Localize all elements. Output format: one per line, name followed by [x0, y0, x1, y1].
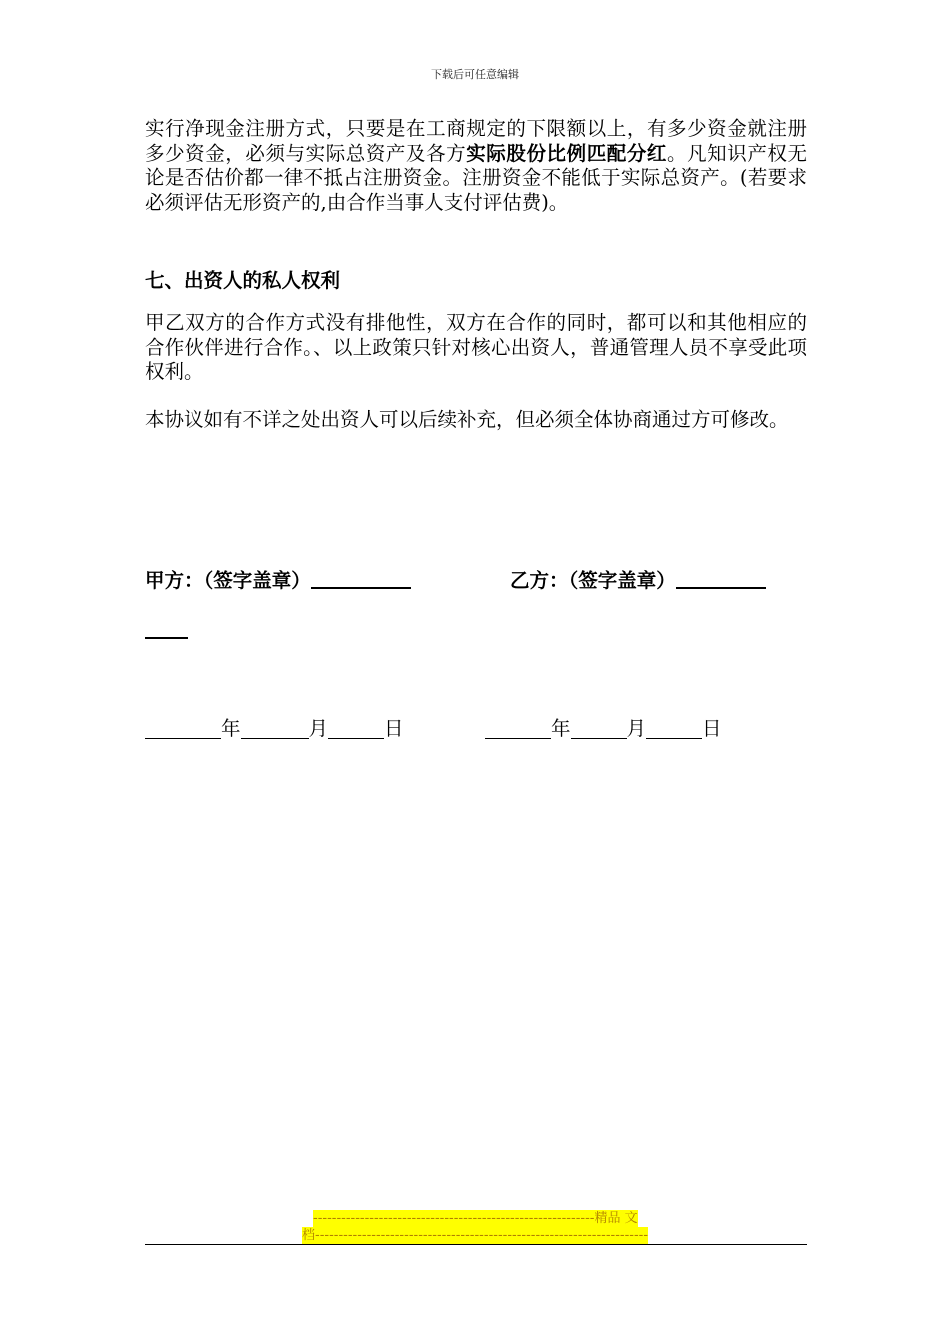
year-label: 年	[551, 717, 571, 740]
page-header: 下载后可任意编辑	[431, 68, 519, 81]
section6-paragraph	[145, 117, 807, 215]
day-label: 日	[702, 717, 722, 740]
day-blank	[328, 718, 384, 739]
party-a-signature-line	[311, 567, 411, 589]
party-b-label: 乙方：（签字盖章）	[510, 569, 676, 592]
section6-text-bold: 实际股份比例匹配分红	[466, 141, 668, 165]
year-label: 年	[221, 717, 241, 740]
month-label: 月	[626, 717, 647, 740]
section7-heading: 七、出资人的私人权利	[145, 269, 341, 292]
day-label: 日	[384, 717, 404, 740]
year-blank	[145, 718, 221, 739]
party-b-signature-line	[676, 567, 766, 589]
party-a-date	[145, 713, 404, 741]
year-blank	[485, 718, 551, 739]
party-a-signature	[145, 565, 411, 593]
party-a-label: 甲方：（签字盖章）	[145, 569, 311, 592]
party-b-signature-line-continued	[145, 621, 188, 639]
footer-line-2: 档-----------------------------------------------------------------------	[302, 1228, 649, 1243]
party-b-signature	[510, 565, 766, 593]
month-blank	[241, 718, 309, 739]
closing-paragraph: 本协议如有不详之处出资人可以后续补充，但必须全体协商通过方可修改。	[145, 408, 789, 431]
section6-text-part1: 实行净现金注册方式，只要是在工商规定的下限额以上，有多少资金就注册多少资金，必须与实际总资产及各方	[145, 117, 807, 165]
footer-line-1: ------------------------------------------------------------精品 文	[313, 1211, 638, 1226]
month-label: 月	[308, 717, 329, 740]
footer-divider	[145, 1244, 807, 1245]
day-blank	[646, 718, 702, 739]
party-b-date	[485, 713, 722, 741]
month-blank	[571, 718, 627, 739]
section6-text-part2: 。凡知识产权无论是否估价都一律不抵占注册资金。注册资金不能低于实际总资产。(若要求必须评估无形资产的,由合作当事人支付评估费)。	[145, 141, 807, 214]
section7-paragraph: 甲乙双方的合作方式没有排他性，双方在合作的同时，都可以和其他相应的合作伙伴进行合作。、以上政策只针对核心出资人，普通管理人员不享受此项权利。	[145, 311, 807, 383]
